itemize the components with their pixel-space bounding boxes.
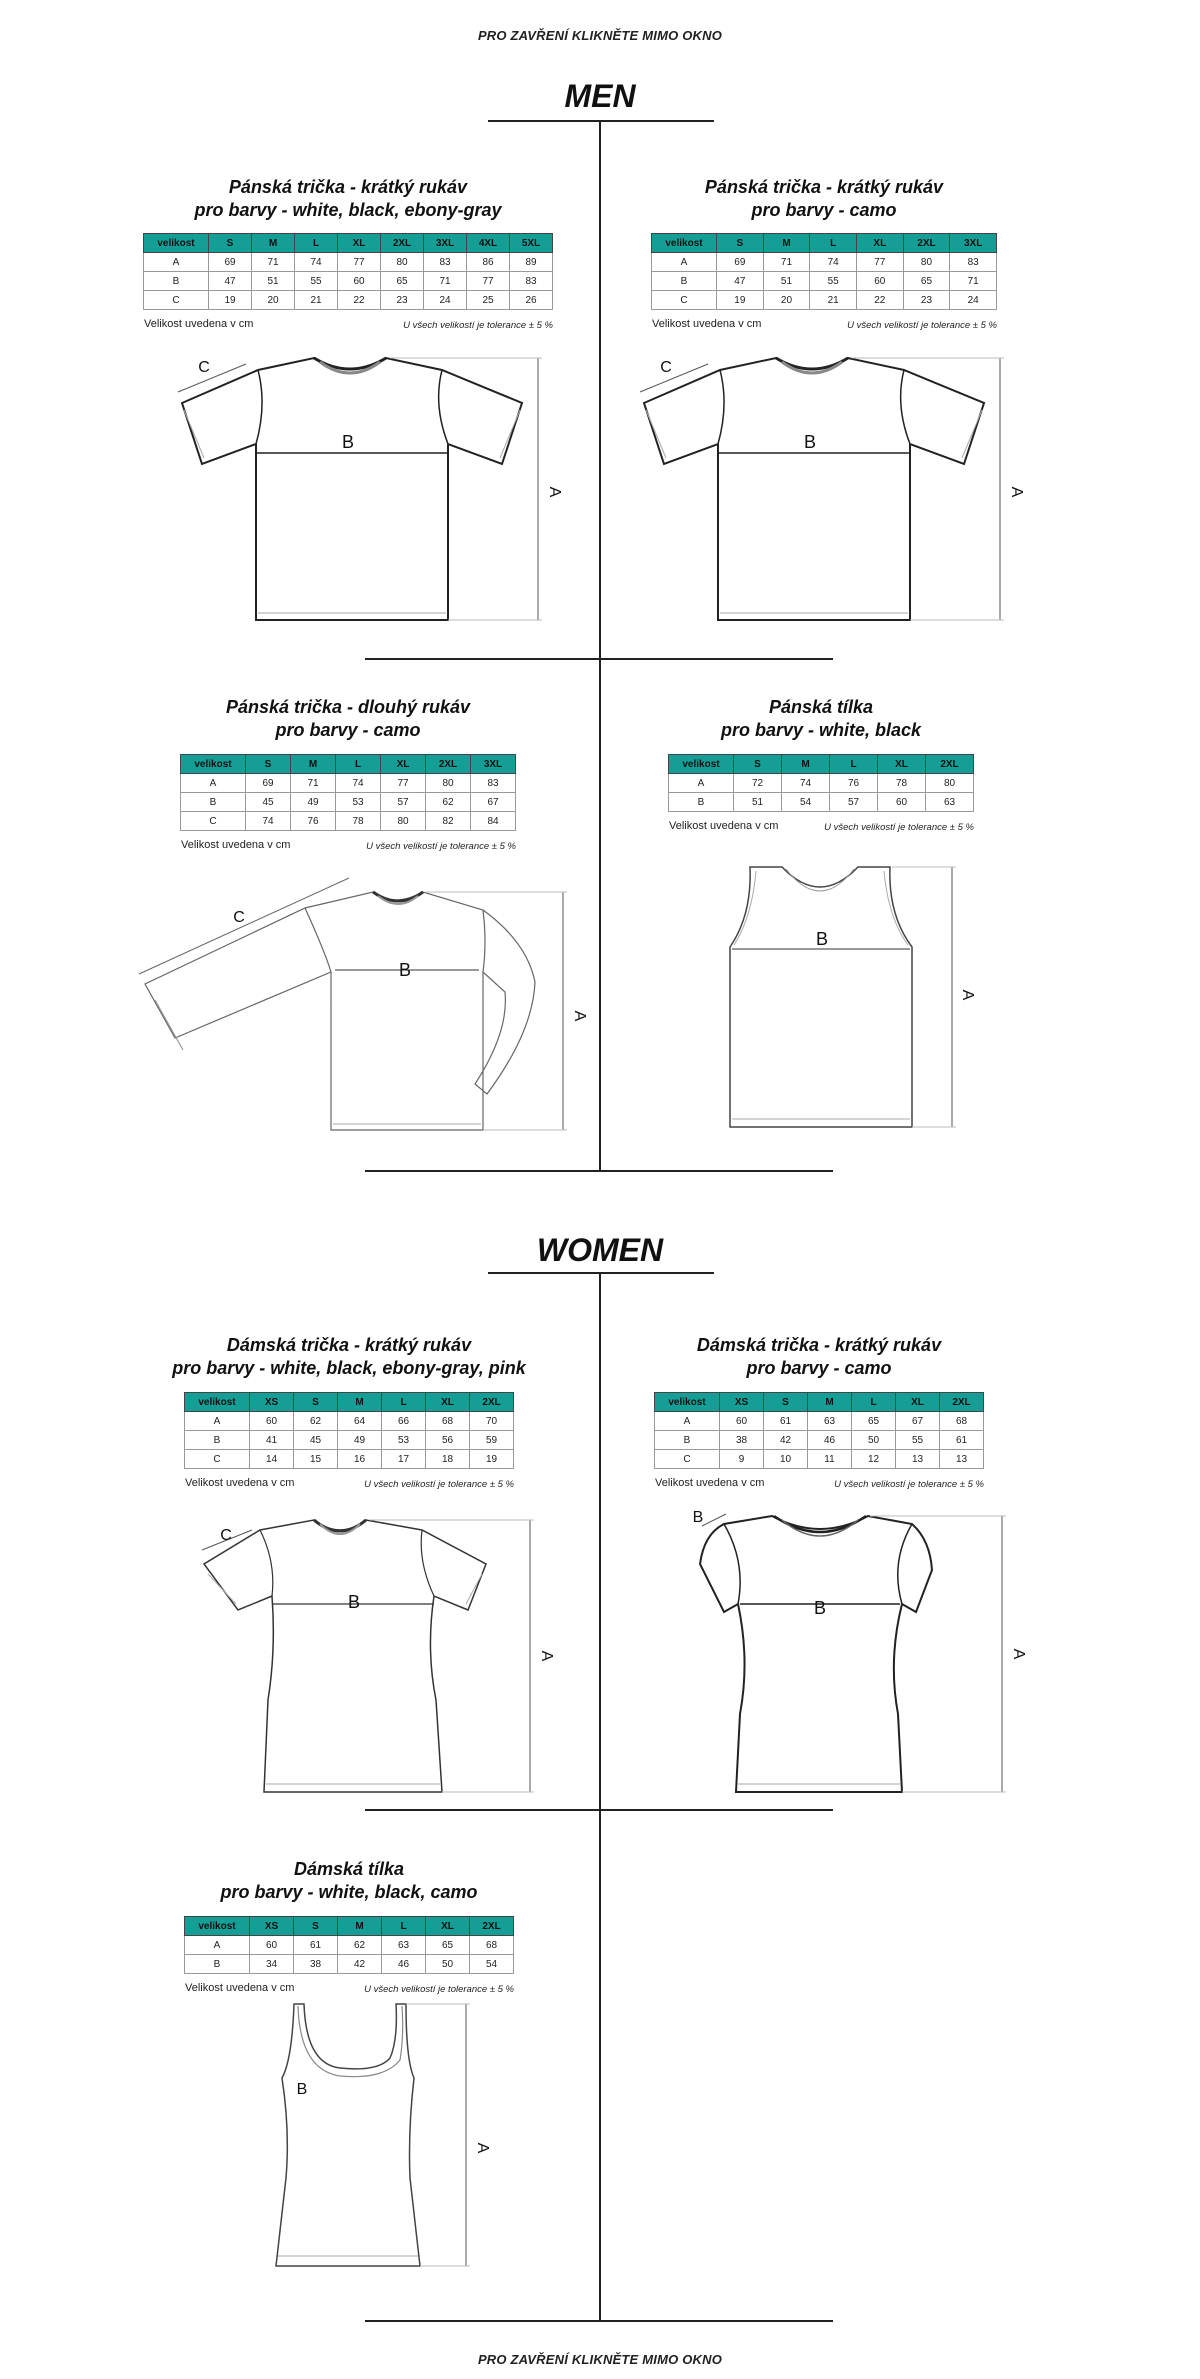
table-cell: 19 (209, 291, 252, 310)
size-header-cell: M (338, 1917, 382, 1936)
size-header-cell: S (717, 234, 764, 253)
table-cell: 71 (950, 272, 997, 291)
panel-men-tank-title: Pánská tílka pro barvy - white, black (720, 697, 922, 740)
table-cell: 41 (250, 1431, 294, 1450)
women-heading: WOMEN (536, 1232, 664, 1268)
size-header-cell: 2XL (940, 1393, 984, 1412)
panel-men-longsleeve-title: Pánská trička - dlouhý rukáv pro barvy - camo (225, 697, 471, 740)
size-header-label: velikost (652, 234, 717, 253)
table-cell: 64 (338, 1412, 382, 1431)
size-header-cell: M (252, 234, 295, 253)
table-cell: 83 (950, 253, 997, 272)
table-cell: 20 (252, 291, 295, 310)
size-header-cell: S (294, 1917, 338, 1936)
measure-key-cell: A (181, 774, 246, 793)
measure-label-a: A (538, 1650, 555, 1662)
size-header-cell: M (338, 1393, 382, 1412)
size-header-cell: XL (856, 234, 903, 253)
tank-women-diagram (260, 2000, 500, 2275)
table-cell: 61 (294, 1936, 338, 1955)
tolerance-note: U všech velikostí je tolerance ± 5 % (847, 320, 997, 331)
measure-label-b: B (813, 1598, 827, 1618)
table-cell: 67 (896, 1412, 940, 1431)
size-table-men-longsleeve (180, 754, 516, 831)
table-cell: 77 (467, 272, 510, 291)
table-cell: 65 (426, 1936, 470, 1955)
size-table-men-tshirt-camo (651, 233, 997, 310)
size-table-men-tshirt (143, 233, 553, 310)
close-hint-bottom[interactable]: PRO ZAVŘENÍ KLIKNĚTE MIMO OKNO (477, 2352, 723, 2367)
units-note: Velikost uvedena v cm (655, 1477, 765, 1489)
men-row-divider-1 (365, 658, 833, 660)
table-row (185, 1412, 514, 1431)
tshirt-men-diagram (150, 340, 570, 630)
measure-key-cell: B (185, 1431, 250, 1450)
table-cell: 18 (426, 1450, 470, 1469)
table-cell: 62 (338, 1936, 382, 1955)
table-cell: 59 (470, 1431, 514, 1450)
table-cell: 51 (734, 793, 782, 812)
table-cell: 77 (381, 774, 426, 793)
table-cell: 76 (291, 812, 336, 831)
tshirt-men-camo-diagram (612, 340, 1032, 630)
table-cell: 69 (246, 774, 291, 793)
size-header-cell: 2XL (903, 234, 950, 253)
size-header-cell: M (782, 755, 830, 774)
size-table-header-row (144, 234, 553, 253)
measure-label-c: C (660, 359, 672, 376)
longsleeve-men-diagram (135, 862, 588, 1132)
table-cell: 24 (950, 291, 997, 310)
table-cell: 54 (782, 793, 830, 812)
table-cell: 60 (856, 272, 903, 291)
size-header-label: velikost (185, 1393, 250, 1412)
table-cell: 76 (830, 774, 878, 793)
size-header-cell: M (808, 1393, 852, 1412)
size-table-women-tshirt-camo (654, 1392, 984, 1469)
men-heading: MEN (564, 78, 636, 114)
size-header-cell: 5XL (510, 234, 553, 253)
measure-label-c: C (198, 359, 210, 376)
measure-label-b: B (803, 432, 817, 452)
table-cell: 46 (808, 1431, 852, 1450)
table-cell: 65 (903, 272, 950, 291)
table-cell: 63 (382, 1936, 426, 1955)
measure-key-cell: B (669, 793, 734, 812)
table-cell: 60 (878, 793, 926, 812)
table-cell: 51 (763, 272, 810, 291)
table-cell: 71 (291, 774, 336, 793)
table-cell: 89 (510, 253, 553, 272)
table-row (669, 793, 974, 812)
table-cell: 49 (291, 793, 336, 812)
table-cell: 50 (852, 1431, 896, 1450)
table-row (185, 1431, 514, 1450)
table-cell: 21 (810, 291, 857, 310)
table-cell: 16 (338, 1450, 382, 1469)
table-cell: 24 (424, 291, 467, 310)
size-header-cell: S (246, 755, 291, 774)
table-row (144, 253, 553, 272)
men-row-divider-2 (365, 1170, 833, 1172)
table-cell: 74 (246, 812, 291, 831)
table-row (652, 253, 997, 272)
table-cell: 77 (856, 253, 903, 272)
size-header-cell: 4XL (467, 234, 510, 253)
size-header-cell: 2XL (381, 234, 424, 253)
measure-key-cell: A (652, 253, 717, 272)
measure-label-b: B (398, 960, 412, 980)
table-row (144, 272, 553, 291)
measure-key-cell: A (185, 1412, 250, 1431)
table-cell: 21 (295, 291, 338, 310)
size-header-cell: L (382, 1393, 426, 1412)
close-hint-top[interactable]: PRO ZAVŘENÍ KLIKNĚTE MIMO OKNO (477, 28, 723, 43)
measure-label-b: B (341, 432, 355, 452)
table-cell: 60 (338, 272, 381, 291)
table-cell: 65 (852, 1412, 896, 1431)
table-cell: 13 (940, 1450, 984, 1469)
size-table-header-row (655, 1393, 984, 1412)
table-cell: 82 (426, 812, 471, 831)
table-cell: 83 (471, 774, 516, 793)
table-cell: 23 (381, 291, 424, 310)
size-header-cell: 3XL (424, 234, 467, 253)
tshirt-women-diagram (190, 1500, 555, 1800)
measure-key-cell: B (655, 1431, 720, 1450)
table-cell: 45 (246, 793, 291, 812)
size-table-women-tank (184, 1916, 514, 1974)
size-header-cell: XS (720, 1393, 764, 1412)
size-header-cell: XL (426, 1393, 470, 1412)
measure-label-c: C (220, 1527, 232, 1544)
measure-key-cell: C (652, 291, 717, 310)
size-header-label: velikost (669, 755, 734, 774)
table-row (181, 812, 516, 831)
table-cell: 77 (338, 253, 381, 272)
table-row (181, 774, 516, 793)
table-cell: 80 (926, 774, 974, 793)
table-row (652, 272, 997, 291)
table-cell: 46 (382, 1955, 426, 1974)
size-header-cell: XL (426, 1917, 470, 1936)
table-cell: 67 (471, 793, 516, 812)
table-cell: 80 (381, 253, 424, 272)
table-row (655, 1412, 984, 1431)
table-cell: 10 (764, 1450, 808, 1469)
table-cell: 38 (720, 1431, 764, 1450)
table-row (652, 291, 997, 310)
table-cell: 65 (381, 272, 424, 291)
tshirt-women-camo-diagram (680, 1500, 1027, 1800)
table-cell: 72 (734, 774, 782, 793)
men-vertical-divider (599, 120, 601, 1172)
table-cell: 55 (810, 272, 857, 291)
size-header-cell: XS (250, 1393, 294, 1412)
men-heading-underline (488, 120, 714, 122)
table-cell: 55 (295, 272, 338, 291)
table-cell: 62 (294, 1412, 338, 1431)
size-header-cell: L (852, 1393, 896, 1412)
table-cell: 49 (338, 1431, 382, 1450)
table-cell: 80 (426, 774, 471, 793)
size-header-cell: 2XL (470, 1917, 514, 1936)
table-cell: 53 (336, 793, 381, 812)
table-cell: 50 (426, 1955, 470, 1974)
table-cell: 19 (717, 291, 764, 310)
table-cell: 26 (510, 291, 553, 310)
table-cell: 70 (470, 1412, 514, 1431)
measure-label-c: B (692, 1509, 704, 1526)
table-cell: 83 (510, 272, 553, 291)
table-cell: 19 (470, 1450, 514, 1469)
women-row-divider-1 (365, 1809, 833, 1811)
measure-key-cell: C (185, 1450, 250, 1469)
size-table-header-row (185, 1917, 514, 1936)
size-header-cell: S (294, 1393, 338, 1412)
size-header-cell: L (336, 755, 381, 774)
size-header-cell: 2XL (426, 755, 471, 774)
size-header-cell: 2XL (926, 755, 974, 774)
women-vertical-divider (599, 1272, 601, 2322)
table-cell: 74 (782, 774, 830, 793)
size-header-cell: 3XL (471, 755, 516, 774)
units-note: Velikost uvedena v cm (144, 318, 254, 330)
measure-key-cell: B (181, 793, 246, 812)
table-cell: 69 (717, 253, 764, 272)
measure-label-a: A (1008, 486, 1025, 498)
table-row (185, 1955, 514, 1974)
table-cell: 71 (252, 253, 295, 272)
measure-key-cell: C (181, 812, 246, 831)
table-cell: 74 (810, 253, 857, 272)
table-cell: 86 (467, 253, 510, 272)
size-header-cell: S (734, 755, 782, 774)
panel-women-tank-title: Dámská tílka pro barvy - white, black, camo (220, 1859, 478, 1902)
table-cell: 42 (764, 1431, 808, 1450)
size-table-header-row (181, 755, 516, 774)
table-cell: 63 (808, 1412, 852, 1431)
table-cell: 14 (250, 1450, 294, 1469)
table-cell: 38 (294, 1955, 338, 1974)
tolerance-note: U všech velikostí je tolerance ± 5 % (364, 1479, 514, 1490)
table-cell: 12 (852, 1450, 896, 1469)
size-header-cell: L (382, 1917, 426, 1936)
measure-key-cell: A (144, 253, 209, 272)
table-row (655, 1450, 984, 1469)
table-cell: 47 (717, 272, 764, 291)
size-header-label: velikost (181, 755, 246, 774)
size-header-cell: XL (878, 755, 926, 774)
size-table-women-tshirt (184, 1392, 514, 1469)
units-note: Velikost uvedena v cm (669, 820, 779, 832)
size-header-cell: XS (250, 1917, 294, 1936)
size-header-cell: 3XL (950, 234, 997, 253)
table-cell: 20 (763, 291, 810, 310)
size-table-header-row (652, 234, 997, 253)
table-cell: 51 (252, 272, 295, 291)
measure-label-b: B (296, 2081, 308, 2098)
table-cell: 60 (250, 1412, 294, 1431)
table-cell: 84 (471, 812, 516, 831)
table-cell: 47 (209, 272, 252, 291)
table-row (655, 1431, 984, 1450)
size-header-label: velikost (144, 234, 209, 253)
units-note: Velikost uvedena v cm (181, 839, 291, 851)
units-note: Velikost uvedena v cm (652, 318, 762, 330)
panel-men-tshirt-title: Pánská trička - krátký rukáv pro barvy - white, black, ebony-gray (194, 177, 502, 220)
table-cell: 71 (424, 272, 467, 291)
table-cell: 42 (338, 1955, 382, 1974)
table-cell: 71 (763, 253, 810, 272)
tolerance-note: U všech velikostí je tolerance ± 5 % (824, 822, 974, 833)
size-table-header-row (185, 1393, 514, 1412)
measure-key-cell: C (655, 1450, 720, 1469)
table-cell: 22 (338, 291, 381, 310)
measure-label-a: A (959, 989, 976, 1001)
tank-men-diagram (712, 855, 976, 1130)
table-cell: 34 (250, 1955, 294, 1974)
table-cell: 74 (295, 253, 338, 272)
table-cell: 45 (294, 1431, 338, 1450)
size-header-label: velikost (185, 1917, 250, 1936)
table-cell: 68 (426, 1412, 470, 1431)
table-cell: 60 (250, 1936, 294, 1955)
table-cell: 9 (720, 1450, 764, 1469)
size-table-men-tank (668, 754, 974, 812)
measure-label-c: C (233, 909, 245, 926)
measure-label-b: B (347, 1592, 361, 1612)
table-cell: 66 (382, 1412, 426, 1431)
table-row (185, 1450, 514, 1469)
table-cell: 25 (467, 291, 510, 310)
table-cell: 15 (294, 1450, 338, 1469)
size-header-cell: XL (381, 755, 426, 774)
table-cell: 23 (903, 291, 950, 310)
size-table-header-row (669, 755, 974, 774)
measure-label-a: A (546, 486, 563, 498)
units-note: Velikost uvedena v cm (185, 1982, 295, 1994)
measure-label-a: A (571, 1010, 588, 1022)
table-cell: 11 (808, 1450, 852, 1469)
table-cell: 61 (940, 1431, 984, 1450)
table-cell: 57 (830, 793, 878, 812)
table-cell: 83 (424, 253, 467, 272)
measure-key-cell: B (185, 1955, 250, 1974)
table-cell: 56 (426, 1431, 470, 1450)
size-header-cell: S (209, 234, 252, 253)
table-cell: 55 (896, 1431, 940, 1450)
table-cell: 54 (470, 1955, 514, 1974)
measure-label-a: A (1010, 1648, 1027, 1660)
tolerance-note: U všech velikostí je tolerance ± 5 % (366, 841, 516, 852)
panel-women-tshirt-title: Dámská trička - krátký rukáv pro barvy - white, black, ebony-gray, pink (172, 1335, 526, 1378)
size-header-cell: M (291, 755, 336, 774)
table-cell: 13 (896, 1450, 940, 1469)
measure-key-cell: A (669, 774, 734, 793)
table-cell: 80 (903, 253, 950, 272)
size-header-cell: XL (896, 1393, 940, 1412)
table-cell: 74 (336, 774, 381, 793)
table-cell: 68 (940, 1412, 984, 1431)
measure-label-b: B (815, 929, 829, 949)
table-row (669, 774, 974, 793)
women-heading-underline (488, 1272, 714, 1274)
table-cell: 57 (381, 793, 426, 812)
size-header-cell: S (764, 1393, 808, 1412)
table-cell: 22 (856, 291, 903, 310)
panel-men-tshirt-camo-title: Pánská trička - krátký rukáv pro barvy - camo (704, 177, 944, 220)
measure-key-cell: B (144, 272, 209, 291)
tolerance-note: U všech velikostí je tolerance ± 5 % (834, 1479, 984, 1490)
table-row (185, 1936, 514, 1955)
size-header-cell: M (763, 234, 810, 253)
table-cell: 78 (336, 812, 381, 831)
size-header-label: velikost (655, 1393, 720, 1412)
table-cell: 61 (764, 1412, 808, 1431)
table-cell: 17 (382, 1450, 426, 1469)
table-row (144, 291, 553, 310)
size-header-cell: XL (338, 234, 381, 253)
table-cell: 68 (470, 1936, 514, 1955)
units-note: Velikost uvedena v cm (185, 1477, 295, 1489)
size-header-cell: 2XL (470, 1393, 514, 1412)
measure-key-cell: A (655, 1412, 720, 1431)
size-header-cell: L (810, 234, 857, 253)
table-cell: 78 (878, 774, 926, 793)
table-cell: 62 (426, 793, 471, 812)
table-cell: 63 (926, 793, 974, 812)
measure-key-cell: C (144, 291, 209, 310)
women-row-divider-2 (365, 2320, 833, 2322)
size-header-cell: L (295, 234, 338, 253)
tolerance-note: U všech velikostí je tolerance ± 5 % (403, 320, 553, 331)
measure-key-cell: A (185, 1936, 250, 1955)
measure-label-a: A (474, 2142, 491, 2154)
size-header-cell: L (830, 755, 878, 774)
table-row (181, 793, 516, 812)
table-cell: 80 (381, 812, 426, 831)
table-cell: 69 (209, 253, 252, 272)
table-cell: 60 (720, 1412, 764, 1431)
measure-key-cell: B (652, 272, 717, 291)
table-cell: 53 (382, 1431, 426, 1450)
panel-women-tshirt-camo-title: Dámská trička - krátký rukáv pro barvy - camo (696, 1335, 942, 1378)
tolerance-note: U všech velikostí je tolerance ± 5 % (364, 1984, 514, 1995)
